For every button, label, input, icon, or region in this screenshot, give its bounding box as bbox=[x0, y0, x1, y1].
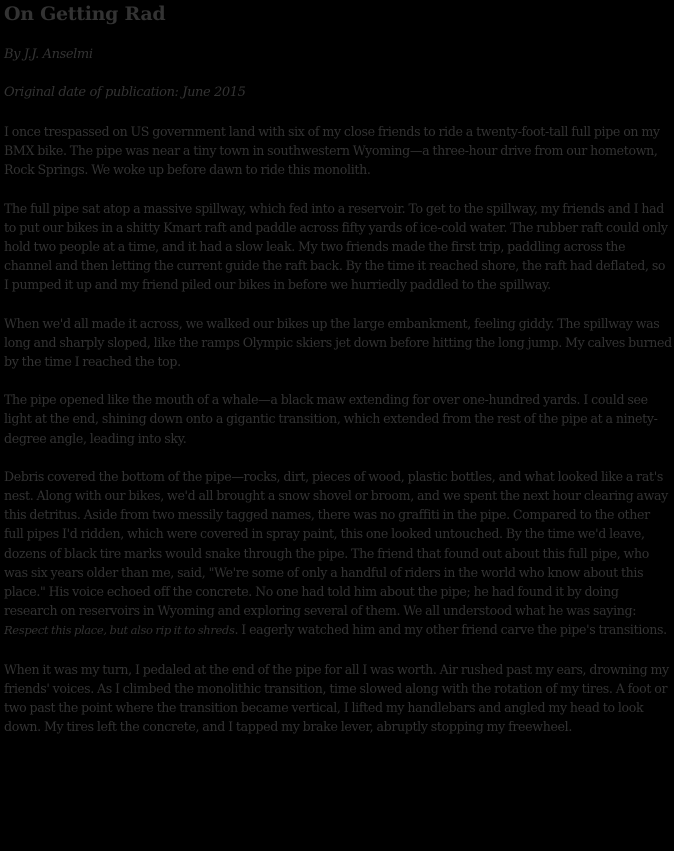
paragraph-1: I once trespassed on US government land with six of my close friends to ride a twenty-foot-tall full pipe on my BMX bike. The pipe was near a tiny town in southwestern Wyoming—a three-hour drive from our hometown, Rock Springs. We woke up before dawn to ride this monolith. bbox=[4, 124, 660, 178]
paragraph-3: When we'd all made it across, we walked our bikes up the large embankment, feeling giddy. The spillway was long and sharply sloped, like the ramps Olympic skiers jet down before hitting the long jump. My calves burned by the time I reached the top. bbox=[4, 315, 672, 370]
paragraph-4: The pipe opened like the mouth of a whale—a black maw extending for over one-hundred yards. I could see light at the end, shining down onto a gigantic transition, which extended from the rest of the pipe at a ninety-degree angle, leading into sky. bbox=[4, 392, 658, 446]
paragraph-2: The full pipe sat atop a massive spillway, which fed into a reservoir. To get to the spillway, my friends and I had to put our bikes in a shitty Kmart raft and paddle across fifty yards of ice-cold water. The rubber raft could only hold two people at a time, and it had a slow leak. My two friends made the first trip, paddling across the channel and then letting the current guide the raft back. By the time it reached shore, the raft had deflated, so I pumped it up and my friend piled our bikes in before we hurriedly paddled to the spillway. bbox=[4, 200, 668, 293]
paragraph-5-text-end: . I eagerly watched him and my other friend carve the pipe's transitions. bbox=[234, 622, 667, 638]
paragraph-5-emphasis: Respect this place, but also rip it to shreds bbox=[4, 623, 235, 638]
paragraph-6: When it was my turn, I pedaled at the end of the pipe for all I was worth. Air rushed past my ears, drowning my friends' voices. As I climbed the monolithic transition, time slowed along with the rotation of my tires. A foot or two past the point where the transition became vertical, I lifted my handlebars and angled my head to look down. My tires left the concrete, and I tapped my brake lever, abruptly stopping my freewheel. bbox=[4, 661, 669, 735]
paragraph-5 bbox=[4, 467, 672, 641]
paragraph-5-text: Debris covered the bottom of the pipe—rocks, dirt, pieces of wood, plastic bottles, and what looked like a rat's nest. Along with our bikes, we'd all brought a snow shovel or broom, and we spent the next hour clearing away this detritus. Aside from two messily tagged names, there was no graffiti in the pipe. Compared to the other full pipes I'd ridden, which were covered in spray paint, this one looked untouched. By the time we'd leave, dozens of black tire marks would snake through the pipe. The friend that found out about this full pipe, who was six years older than me, said, "We're some of only a handful of riders in the world who know about this place." His voice echoed off the concrete. No one had told him about the pipe; he had found it by doing research on reservoirs in Wyoming and exploring several of them. We all understood what he was saying: bbox=[4, 468, 668, 619]
article-title: On Getting Rad bbox=[4, 3, 166, 25]
byline: By J.J. Anselmi bbox=[4, 47, 93, 62]
publication-date: Original date of publication: June 2015 bbox=[4, 85, 246, 100]
